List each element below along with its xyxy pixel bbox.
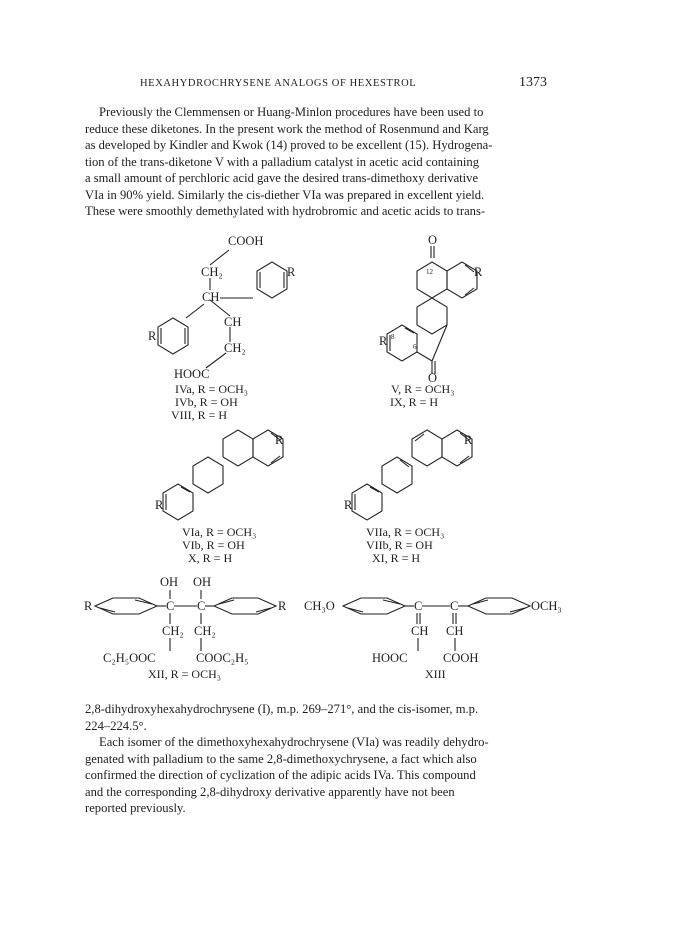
label-oh: OH [193, 575, 212, 589]
label-r: R [148, 329, 157, 343]
text-line: a small amount of perchloric acid gave the desired trans-dimethoxy derivative [85, 171, 479, 185]
label-o: O [428, 371, 438, 385]
label-ch: CH [411, 624, 429, 638]
compound-caption: VIII, R = H [171, 408, 228, 422]
label-hooc: HOOC [174, 367, 210, 381]
compound-caption: V, R = OCH₃ [391, 382, 455, 396]
compound-caption: XII, R = OCH₃ [148, 667, 221, 681]
label-r: R [474, 265, 483, 279]
paragraph-3 [85, 734, 590, 817]
label-ch: CH [202, 290, 220, 304]
text-line: Each isomer of the dimethoxyhexahydrochrysene (VIa) was readily dehydro- [99, 735, 489, 749]
text-line: genated with palladium to the same 2,8-dimethoxychrysene, a fact which also [85, 751, 477, 766]
label-r: R [287, 265, 296, 279]
label-r: R [275, 433, 284, 447]
label-c: C [450, 599, 459, 613]
text-line: and the corresponding 2,8-dihydroxy derivative apparently have not been [85, 784, 455, 799]
label-r: R [84, 599, 93, 613]
label-r: R [464, 433, 473, 447]
text-line: 224–224.5°. [85, 718, 147, 733]
compound-caption: VIIa, R = OCH₃ [366, 525, 445, 539]
label-r: R [379, 334, 388, 348]
position-number: 8 [391, 333, 395, 341]
compound-caption: VIIb, R = OH [366, 538, 433, 552]
label-r: R [155, 498, 164, 512]
label-r: R [344, 498, 353, 512]
label-och3: OCH₃ [531, 599, 562, 613]
paragraph-2 [85, 701, 590, 734]
compound-caption: IX, R = H [390, 395, 439, 409]
label-ch2: CH₂ [224, 341, 246, 355]
label-c: C [197, 599, 206, 613]
text-line: tion of the trans-diketone V with a palladium catalyst in acetic acid containing [85, 154, 480, 169]
running-title: HEXAHYDROCHRYSENE ANALOGS OF HEXESTROL [140, 78, 417, 89]
page-number: 1373 [519, 75, 547, 90]
label-ch2: CH₂ [201, 265, 223, 279]
label-c: C [414, 599, 423, 613]
label-ester: C₂H₅OOC [103, 651, 156, 665]
compound-caption: VIa, R = OCH₃ [182, 525, 257, 539]
label-cooh: COOH [228, 234, 264, 248]
label-r: R [278, 599, 287, 613]
structure-via [163, 430, 283, 520]
label-ester: COOC₂H₅ [196, 651, 249, 665]
position-number: 12 [426, 268, 433, 276]
label-ch2: CH₂ [194, 624, 216, 638]
compound-caption: X, R = H [188, 551, 233, 565]
compound-caption: IVa, R = OCH₃ [175, 382, 248, 396]
text-line: as developed by Kindler and Kwok (14) proved to be excellent (15). Hydrogena- [85, 138, 493, 152]
text-line: reduce these diketones. In the present work the method of Rosenmund and Karg [85, 121, 489, 136]
label-o: O [428, 233, 438, 247]
label-och3: CH₃O [304, 599, 335, 613]
position-number: 6 [413, 343, 417, 351]
text-line: reported previously. [85, 801, 186, 815]
label-hooc: HOOC [372, 651, 408, 665]
label-oh: OH [160, 575, 179, 589]
label-ch: CH [224, 315, 242, 329]
text-line: These were smoothly demethylated with hydrobromic and acetic acids to trans- [85, 204, 486, 218]
label-ch: CH [446, 624, 464, 638]
compound-caption: XIII [425, 667, 446, 681]
structure-viia [352, 430, 472, 520]
text-line: 2,8-dihydroxyhexahydrochrysene (I), m.p. 269–271°, and the cis-isomer, m.p. [85, 702, 479, 716]
label-cooh: COOH [443, 651, 479, 665]
structure-xii [95, 590, 276, 651]
compound-caption: XI, R = H [372, 551, 421, 565]
compound-caption: IVb, R = OH [175, 395, 238, 409]
label-ch2: CH₂ [162, 624, 184, 638]
text-line: confirmed the direction of cyclization of the adipic acids IVa. This compound [85, 768, 476, 782]
structure-xiii [343, 598, 530, 651]
compound-caption: VIb, R = OH [182, 538, 245, 552]
text-line: Previously the Clemmensen or Huang-Minlon procedures have been used to [99, 105, 484, 119]
text-line: VIa in 90% yield. Similarly the cis-diether VIa was prepared in excellent yield. [85, 187, 485, 202]
label-c: C [166, 599, 175, 613]
